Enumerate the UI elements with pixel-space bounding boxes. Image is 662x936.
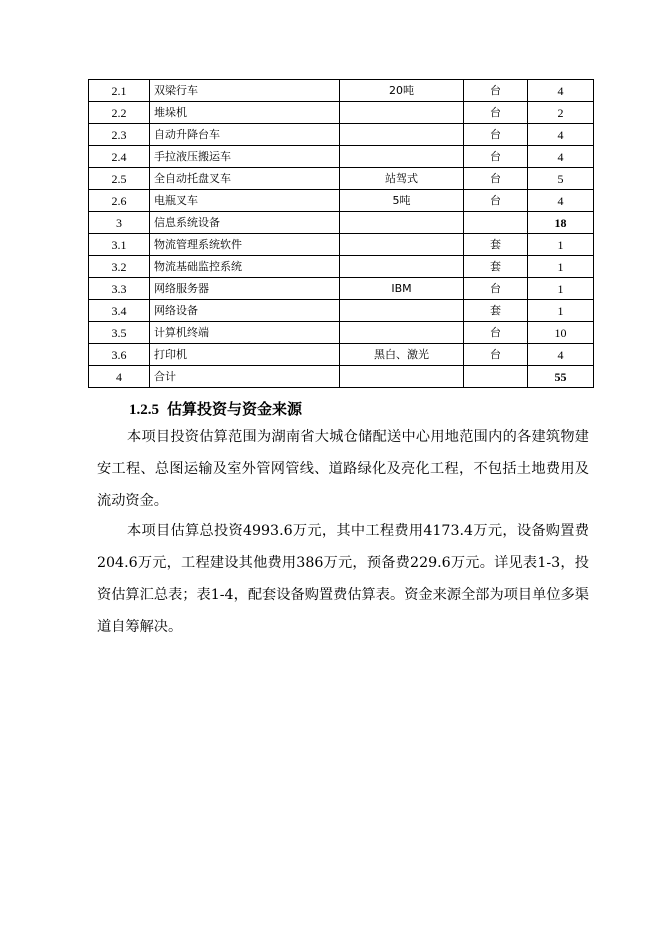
item-spec-cell bbox=[340, 124, 464, 146]
row-number-cell: 4 bbox=[89, 366, 150, 388]
item-name-cell: 物流基础监控系统 bbox=[150, 256, 340, 278]
table-row bbox=[89, 322, 594, 344]
item-spec-cell: 黑白、激光 bbox=[340, 344, 464, 366]
item-unit-cell: 台 bbox=[464, 344, 528, 366]
item-unit-cell: 台 bbox=[464, 80, 528, 102]
item-quantity-cell: 4 bbox=[528, 146, 594, 168]
item-spec-cell bbox=[340, 146, 464, 168]
table-row bbox=[89, 168, 594, 190]
item-quantity-cell: 4 bbox=[528, 124, 594, 146]
table-row bbox=[89, 80, 594, 102]
item-name-cell: 电瓶叉车 bbox=[150, 190, 340, 212]
item-unit-cell: 套 bbox=[464, 256, 528, 278]
item-name-cell: 堆垛机 bbox=[150, 102, 340, 124]
row-number-cell: 3.1 bbox=[89, 234, 150, 256]
section-heading bbox=[129, 398, 302, 419]
item-quantity-cell: 18 bbox=[528, 212, 594, 234]
item-name-cell: 全自动托盘叉车 bbox=[150, 168, 340, 190]
section-number: 1.2.5 bbox=[129, 402, 159, 418]
item-quantity-cell: 1 bbox=[528, 234, 594, 256]
equipment-table-body bbox=[89, 80, 594, 388]
item-name-cell: 自动升降台车 bbox=[150, 124, 340, 146]
row-number-cell: 3.6 bbox=[89, 344, 150, 366]
item-name-cell: 网络设备 bbox=[150, 300, 340, 322]
item-spec-cell bbox=[340, 234, 464, 256]
table-row bbox=[89, 190, 594, 212]
section-title: 估算投资与资金来源 bbox=[167, 400, 303, 418]
item-spec-cell: 站驾式 bbox=[340, 168, 464, 190]
item-unit-cell: 台 bbox=[464, 278, 528, 300]
row-number-cell: 2.2 bbox=[89, 102, 150, 124]
item-name-cell: 手拉液压搬运车 bbox=[150, 146, 340, 168]
item-unit-cell: 台 bbox=[464, 168, 528, 190]
item-quantity-cell: 1 bbox=[528, 256, 594, 278]
item-name-cell: 双梁行车 bbox=[150, 80, 340, 102]
table-row bbox=[89, 366, 594, 388]
item-unit-cell: 台 bbox=[464, 124, 528, 146]
item-spec-cell bbox=[340, 102, 464, 124]
table-row bbox=[89, 278, 594, 300]
item-quantity-cell: 5 bbox=[528, 168, 594, 190]
table-row bbox=[89, 300, 594, 322]
table-row bbox=[89, 146, 594, 168]
item-unit-cell: 台 bbox=[464, 190, 528, 212]
item-spec-cell bbox=[340, 256, 464, 278]
item-spec-cell bbox=[340, 212, 464, 234]
table-row bbox=[89, 234, 594, 256]
item-name-cell: 物流管理系统软件 bbox=[150, 234, 340, 256]
item-unit-cell: 台 bbox=[464, 146, 528, 168]
item-quantity-cell: 1 bbox=[528, 278, 594, 300]
item-unit-cell: 台 bbox=[464, 322, 528, 344]
item-quantity-cell: 4 bbox=[528, 344, 594, 366]
row-number-cell: 3.2 bbox=[89, 256, 150, 278]
item-unit-cell: 套 bbox=[464, 300, 528, 322]
row-number-cell: 3.3 bbox=[89, 278, 150, 300]
paragraph-investment-total: 本项目估算总投资4993.6万元，其中工程费用4173.4万元，设备购置费204.6万元，工程建设其他费用386万元，预备费229.6万元。详见表1-3，投资估算汇总表；表1-4，配套设备购置费估算表。资金来源全部为项目单位多渠道自筹解决。 bbox=[97, 523, 589, 635]
row-number-cell: 3 bbox=[89, 212, 150, 234]
table-row bbox=[89, 256, 594, 278]
item-unit-cell bbox=[464, 366, 528, 388]
item-spec-cell bbox=[340, 300, 464, 322]
paragraph-investment-scope: 本项目投资估算范围为湖南省大城仓储配送中心用地范围内的各建筑物建安工程、总图运输及室外管网管线、道路绿化及亮化工程，不包括土地费用及流动资金。 bbox=[97, 429, 589, 509]
item-spec-cell: IBM bbox=[340, 278, 464, 300]
row-number-cell: 3.4 bbox=[89, 300, 150, 322]
item-quantity-cell: 2 bbox=[528, 102, 594, 124]
item-quantity-cell: 55 bbox=[528, 366, 594, 388]
table-row bbox=[89, 212, 594, 234]
item-quantity-cell: 1 bbox=[528, 300, 594, 322]
item-name-cell: 打印机 bbox=[150, 344, 340, 366]
item-name-cell: 合计 bbox=[150, 366, 340, 388]
item-spec-cell bbox=[340, 322, 464, 344]
table-row bbox=[89, 124, 594, 146]
item-name-cell: 网络服务器 bbox=[150, 278, 340, 300]
item-quantity-cell: 4 bbox=[528, 80, 594, 102]
row-number-cell: 2.4 bbox=[89, 146, 150, 168]
row-number-cell: 2.1 bbox=[89, 80, 150, 102]
item-quantity-cell: 10 bbox=[528, 322, 594, 344]
item-name-cell: 信息系统设备 bbox=[150, 212, 340, 234]
item-spec-cell: 5吨 bbox=[340, 190, 464, 212]
row-number-cell: 2.6 bbox=[89, 190, 150, 212]
item-unit-cell: 台 bbox=[464, 102, 528, 124]
row-number-cell: 3.5 bbox=[89, 322, 150, 344]
item-unit-cell bbox=[464, 212, 528, 234]
table-row bbox=[89, 344, 594, 366]
item-unit-cell: 套 bbox=[464, 234, 528, 256]
row-number-cell: 2.5 bbox=[89, 168, 150, 190]
item-spec-cell: 20吨 bbox=[340, 80, 464, 102]
item-quantity-cell: 4 bbox=[528, 190, 594, 212]
equipment-table bbox=[88, 79, 594, 388]
item-name-cell: 计算机终端 bbox=[150, 322, 340, 344]
row-number-cell: 2.3 bbox=[89, 124, 150, 146]
table-row bbox=[89, 102, 594, 124]
item-spec-cell bbox=[340, 366, 464, 388]
